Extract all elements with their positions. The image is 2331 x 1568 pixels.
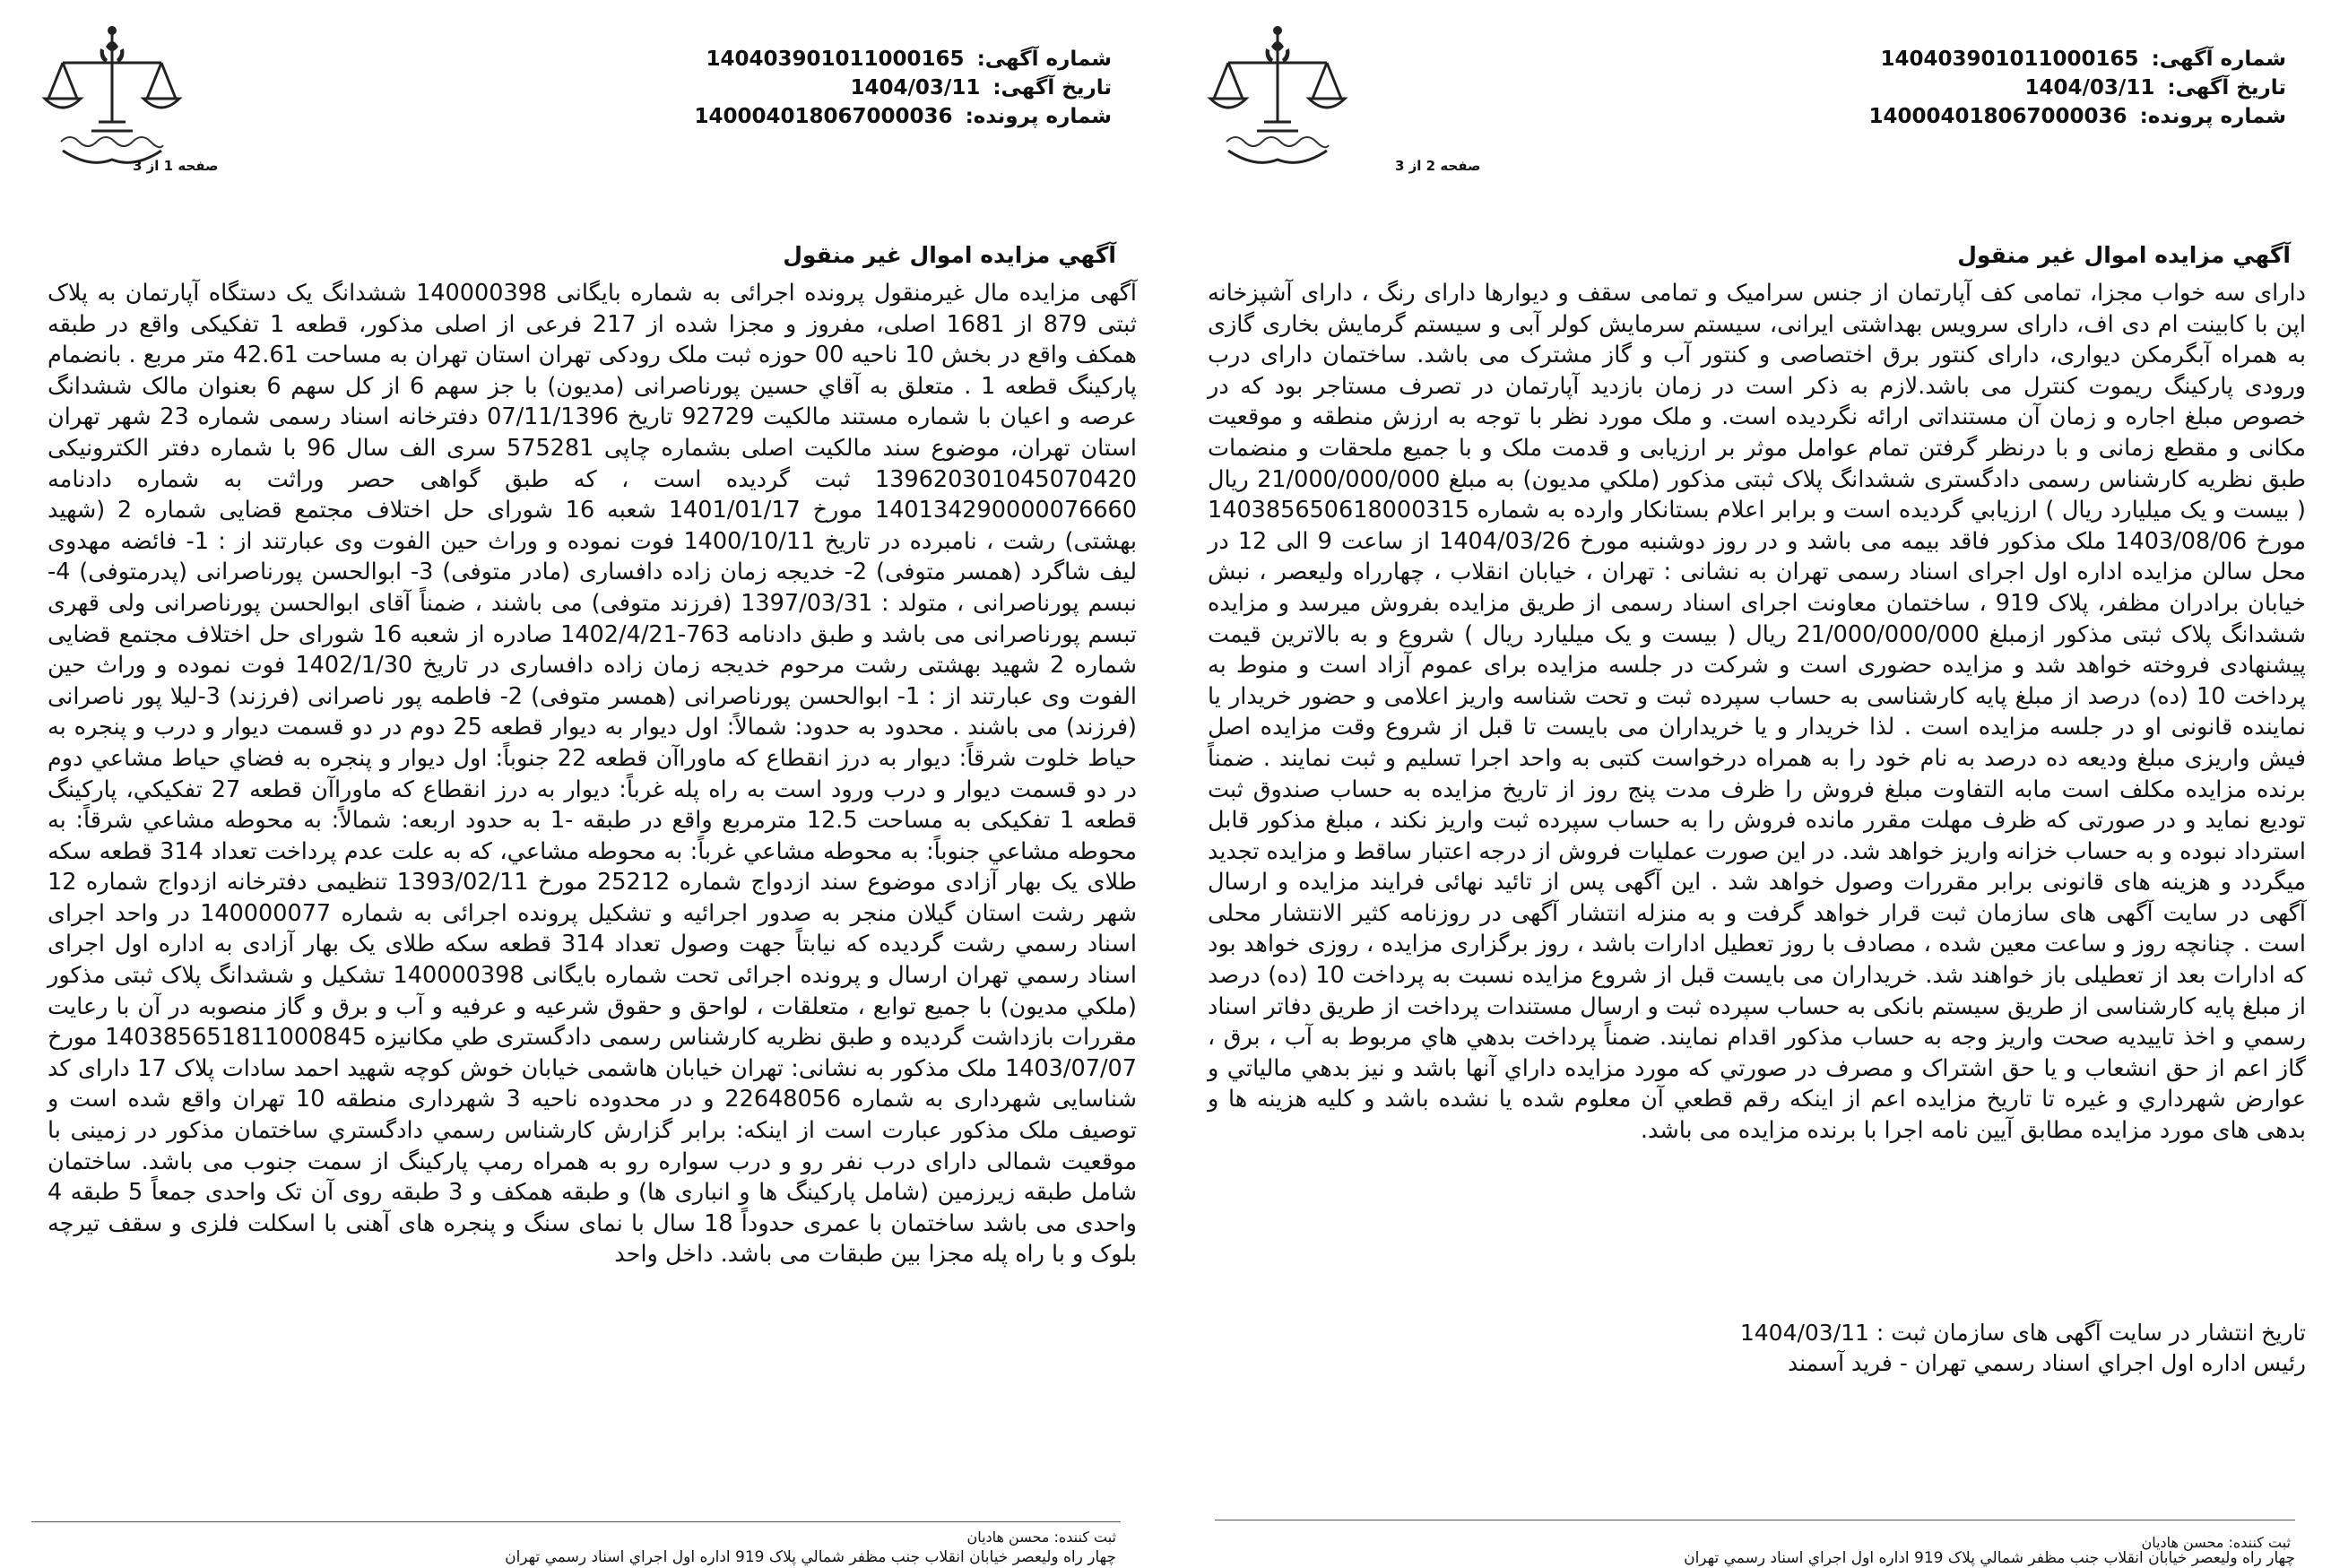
publication-footer [1208,1318,2306,1379]
case-number: 140004018067000036 [694,105,953,128]
notice-date-row [646,74,1112,102]
notice-number-label: شماره آگهی: [976,48,1112,71]
page-title: آگهي مزايده اموال غير منقول [1957,242,2291,268]
case-number: 140004018067000036 [1868,105,2127,128]
page-number: صفحه 1 از 3 [133,158,219,174]
case-number-label: شماره پرونده: [2139,105,2286,128]
case-number-label: شماره پرونده: [965,105,1112,128]
notice-body: آگهی مزایده مال غیرمنقول پرونده اجرائی به شماره بایگانی 140000398 ششدانگ یک دستگاه آپارتمان به پلاک ثبتی 879 از 1681 اصلی، مفروز و مجزا شده از 217 فرعی از اصلی مذکور، قطعه 1 تفکیکی واقع در طبقه همکف واقع در بخش 10 ناحیه 00 حوزه ثبت ملک رودکی تهران استان تهران به مساحت 42.61 متر مربع . بانضمام پارکینگ قطعه 1 . متعلق به آقاي حسين پورناصرانی (مدیون) با جز سهم 6 از کل سهم 6 بعنوان مالک ششدانگ عرصه و اعیان با شماره مستند مالکیت 92729 تاریخ 07/11/1396 دفترخانه اسناد رسمی شماره 23 شهر تهران استان تهران، موضوع سند مالکیت اصلی بشماره چاپی 575281 سری الف سال 96 با شماره دفتر الکترونیکی 139620301045070420 ثبت گردیده است ، که طبق گواهی حصر وراثت به شماره دادنامه 140134290000076660 مورخ 1401/01/17 شعبه 16 شورای حل اختلاف مجتمع قضایی شماره 2 (شهید بهشتی) رشت ، نامبرده در تاریخ 1400/10/11 فوت نموده و وراث حین الفوت وی عبارتند از : 1- فائضه مهدوی لیف شاگرد (همسر متوفی) 2- خدیجه زمان زاده دافساری (مادر متوفی) 3- ابوالحسن پورناصرانی (پدرمتوفی) 4- نبسم پورناصرانی ، متولد : 1397/03/31 (فرزند متوفی) می باشند ، ضمناً آقای ابوالحسن پورناصرانی ولی قهری تبسم پورناصرانی می باشد و طبق دادنامه 763-1402/4/21 صادره از شعبه 16 شورای حل اختلاف مجتمع قضایی شماره 2 شهید بهشتی رشت مرحوم خدیجه زمان زاده دافساری در تاریخ 1402/1/30 فوت نموده و وراث حین الفوت وی عبارتند از : 1- ابوالحسن پورناصرانی (همسر متوفی) 2- فاطمه پور ناصرانی (فرزند) 3-لیلا پور ناصرانی (فرزند) می باشند . محدود به حدود: شمالاً: اول ديوار به ديوار قطعه 25 دوم در دو قسمت ديوار و درب و پنجره به حياط خلوت شرقاً: ديوار به درز انقطاع كه ماوراآن قطعه 22 جنوباً: اول ديوار و پنجره به فضاي حياط مشاعي دوم در دو قسمت ديوار و درب ورود است به راه پله غرباً: ديوار به درز انقطاع كه ماوراآن قطعه 27 تفكيكي، پارکینگ قطعه 1 تفکیکی به مساحت 12.5 مترمربع واقع در طبقه -1 به حدود اربعه: شمالاً: به محوطه مشاعي شرقاً: به محوطه مشاعي جنوباً: به محوطه مشاعي غرباً: به محوطه مشاعي، كه به علت عدم پرداخت تعداد 314 قطعه سكه طلای یک بهار آزادی موضوع سند ازدواج شماره 25212 مورخ 1393/02/11 تنظيمی دفترخانه ازدواج شماره 12 شهر رشت استان گیلان منجر به صدور اجرائیه و تشکیل پرونده اجرائی به شماره 140000077 در واحد اجرای اسناد رسمي رشت گرديده كه نيابتاً جهت وصول تعداد 314 قطعه سكه طلای یک بهار آزادی به اداره اول اجرای اسناد رسمي تهران ارسال و پرونده اجرائی تحت شماره بایگانی 140000398 تشکیل و ششدانگ پلاک ثبتی مذکور (ملکي مدیون) با جمیع توابع ، متعلقات ، لواحق و حقوق شرعیه و عرفیه و آب و برق و گاز منصوبه در آن با رعایت مقررات بازداشت گردیده و طبق نظریه کارشناس رسمی دادگستری طي مکانیزه 140385651811000845 مورخ 1403/07/07 ملک مذکور به نشانی: تهران خیابان هاشمی خیابان خوش کوچه شهید احمد سادات پلاک 17 دارای کد شناسایی شهرداری به شماره 22648056 و در محدوده ناحیه 3 شهرداری منطقه 10 تهران واقع شده است و توصیف ملک مذکور عبارت است از اینکه: برابر گزارش کارشناس رسمي دادگستري ساختمان مذکور در زمینی با موقعیت شمالی دارای درب نفر رو و درب سواره رو به همراه رمپ پارکینگ از سمت جنوب می باشد. ساختمان شامل طبقه زیرزمین (شامل پارکینگ ها و انباری ها) و طبقه همکف و 3 طبقه روی آن تک واحدی جمعاً 5 طبقه 4 واحدی می باشد ساختمان با عمری حدوداً 18 سال با نمای سنگ و پنجره های آهنی با اسکلت فلزی و سقف تیرچه بلوک و با راه پله مجزا بین طبقات می باشد. داخل واحد [48,280,1138,1269]
publication-date-line: تاریخ انتشار در سایت آگهی های سازمان ثبت : 1404/03/11 [1739,1320,2306,1346]
page-title: آگهي مزايده اموال غير منقول [783,242,1116,268]
case-number-row [1820,102,2286,131]
judiciary-emblem-icon [1201,16,1354,178]
notice-number-label: شماره آگهی: [2151,48,2286,71]
notice-meta [1820,45,2286,131]
notice-body: دارای سه خواب مجزا، تمامی کف آپارتمان از جنس سرامیک و تمامی سقف و دیوارها دارای رنگ ، دارای آشپزخانه اپن با کابینت ام دی اف، دارای سرویس بهداشتی ایرانی، سیستم سرمایش کولر آبی و سیستم گرمایش بخاری گازی به همراه آبگرمکن دیواری، دارای کنتور برق اختصاصی و کنتور آب و گاز مشترک می باشد. ساختمان دارای درب ورودی پارکینگ ریموت کنترل می باشد.لازم به ذکر است در زمان بازدید آپارتمان در تصرف مستاجر بود که در خصوص مبلغ اجاره و زمان آن مستنداتی ارائه نگردیده است. و ملک مورد نظر با توجه به ارزش منطقه و موقعیت مکانی و مقطع زمانی و با درنظر گرفتن تمام عوامل موثر بر ارزیابی و قدمت ملک و با جمیع ملحقات و منضمات طبق نظریه کارشناس رسمی دادگستری ششدانگ پلاک ثبتی مذکور (ملکي مدیون) به مبلغ 21/000/000/000 ریال ( بیست و یک میلیارد ریال ) ارزيابي گرديده است و برابر اعلام بستانکار وارده به شماره 140385650618000315 مورخ 1403/08/06 ملک مذکور فاقد بیمه می باشد و در روز دوشنبه مورخ 1404/03/26 از ساعت 9 الی 12 در محل سالن مزایده اداره اول اجرای اسناد رسمی تهران به نشانی : تهران ، خیابان انقلاب ، چهارراه ولیعصر ، نبش خیابان برادران مظفر، پلاک 919 ، ساختمان معاونت اجرای اسناد رسمی از طریق مزایده بفروش میرسد و مزایده ششدانگ پلاک ثبتی مذکور ازمبلغ 21/000/000/000 ریال ( بیست و یک میلیارد ریال ) شروع و به بالاترین قیمت پیشنهادی فروخته خواهد شد و مزایده حضوری است و شرکت در جلسه مزایده برای عموم آزاد است و منوط به پرداخت 10 (ده) درصد از مبلغ پایه کارشناسی به حساب سپرده ثبت و تحت شناسه واریز اعلامی و حضور خریدار یا نماینده قانونی او در جلسه مزایده است . لذا خریدار و یا خریداران می بایست تا قبل از شروع وقت مزایده اصل فیش واریزی مبلغ ودیعه ده درصد به نام خود را به همراه درخواست کتبی به واحد اجرا تسلیم و ثبت نمایند . ضمناً برنده مزایده مکلف است مابه التفاوت مبلغ فروش را ظرف مدت پنج روز از تاریخ مزایده به حساب صندوق ثبت تودیع نماید و در صورتی که ظرف مهلت مقرر مانده فروش را به حساب سپرده ثبت واریز نکند ، مبلغ مذکور قابل استرداد نبوده و به حساب خزانه واریز خواهد شد. در این صورت عملیات فروش از درجه اعتبار ساقط و مزایده تجدید میگردد و هزینه های قانونی برابر مقررات وصول خواهد شد . این آگهی پس از تائید نهائی فرایند مزایده و ارسال آگهی در سایت آگهی های سازمان ثبت قرار خواهد گرفت و به منزله انتشار آگهی در روزنامه کثیر الانتشار محلی است . چنانچه روز و ساعت معین شده ، مصادف با روز تعطیل ادارات باشد ، روز برگزاری مزایده ، روزی خواهد بود که ادارات بعد از تعطیلی باز خواهند شد. خریداران می بایست قبل از شروع مزایده نسبت به پرداخت 10 (ده) درصد از مبلغ پایه کارشناسی از طریق سیستم بانکی به حساب سپرده ثبت و ارسال مستندات پرداخت از طریق دفاتر اسناد رسمي و اخذ تاييديه صحت واريز وجه به حساب مذكور اقدام نمايند. ضمناً پرداخت بدهي هاي مربوط به آب ، برق ، گاز اعم از حق انشعاب و يا حق اشتراک و مصرف در صورتي كه مورد مزايده داراي آنها باشد و نيز بدهي مالياتي و عوارض شهرداري و غيره تا تاريخ مزايده اعم از اينكه رقم قطعي آن معلوم شده يا نشده باشد و كليه هزينه ها و بدهی های مورد مزايده مطابق آيين نامه اجرا با برنده مزايده می باشد. [1208,280,2306,1145]
notice-meta [646,45,1112,131]
office-address: چهار راه وليعصر خيابان انقلاب جنب مظفر شمالي پلاک 919 اداره اول اجراي اسناد رسمي تهران [1684,1549,2295,1567]
judiciary-emblem-icon [36,16,188,178]
notice-number-row [646,45,1112,74]
footer-divider [31,1521,1121,1522]
notice-date: 1404/03/11 [850,76,981,100]
notice-page-1 [0,0,1157,1568]
notice-number: 140403901011000165 [1880,48,2139,71]
case-number-row [646,102,1112,131]
notice-date-label: تاریخ آگهی: [992,76,1112,100]
office-address: چهار راه وليعصر خيابان انقلاب جنب مظفر شمالي پلاک 919 اداره اول اجراي اسناد رسمي تهران [505,1548,1116,1566]
registrar-note: ثبت کننده: محسن هادیان [2141,1534,2291,1551]
notice-number-row [1820,45,2286,74]
notice-page-2 [1174,0,2331,1568]
notice-date-label: تاریخ آگهی: [2167,76,2286,100]
notice-number: 140403901011000165 [706,48,965,71]
notice-date: 1404/03/11 [2024,76,2155,100]
page-number: صفحه 2 از 3 [1395,158,1481,174]
registrar-note: ثبت کننده: محسن هادیان [966,1529,1116,1546]
signatory-line: رئیس اداره اول اجراي اسناد رسمي تهران - فرید آسمند [1788,1350,2306,1376]
notice-date-row [1820,74,2286,102]
